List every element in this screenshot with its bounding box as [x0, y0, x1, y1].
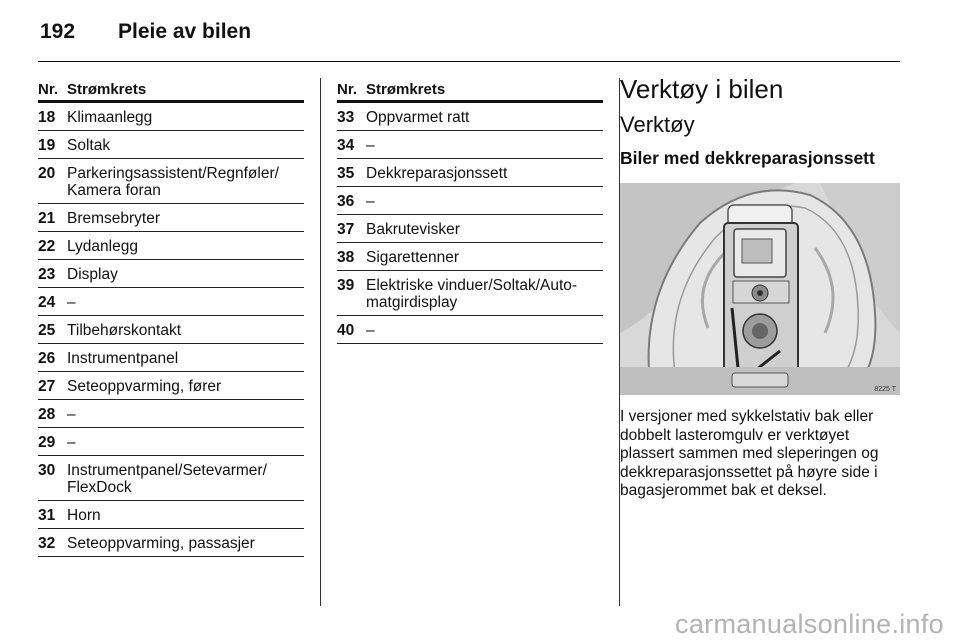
fuse-number: 31 [38, 507, 56, 524]
table-row [38, 372, 304, 400]
header-cell-nr: Nr. [38, 81, 59, 98]
table-row [38, 232, 304, 260]
table-row [38, 529, 304, 557]
fuse-number: 33 [337, 109, 355, 126]
fuse-circuit: – [67, 434, 76, 451]
fuse-circuit: Soltak [67, 137, 111, 154]
header-cell-nr: Nr. [337, 81, 358, 98]
fuse-number: 25 [38, 322, 56, 339]
fuse-circuit: – [366, 193, 375, 210]
fuse-table-left [38, 80, 304, 557]
header-cell-circuit: Strømkrets [366, 81, 446, 98]
table-row [38, 260, 304, 288]
fuse-number: 28 [38, 406, 56, 423]
watermark: carmanualsonline.info [675, 609, 944, 639]
fuse-number: 39 [337, 277, 355, 294]
figure-id-label: 8225 T [874, 386, 896, 393]
table-row [337, 243, 603, 271]
fuse-number: 35 [337, 165, 355, 182]
table-row [38, 159, 304, 204]
fuse-number: 24 [38, 294, 56, 311]
tire-repair-kit-figure [620, 183, 900, 395]
fuse-number: 40 [337, 322, 355, 339]
fuse-circuit: Tilbehørskontakt [67, 322, 181, 339]
fuse-circuit: – [67, 406, 76, 423]
fuse-circuit: Bremsebryter [67, 210, 161, 227]
fuse-number: 32 [38, 535, 56, 552]
table-row [38, 428, 304, 456]
fuse-number: 34 [337, 137, 355, 154]
table-header [38, 80, 304, 103]
fuse-circuit: – [366, 322, 375, 339]
table-row [38, 204, 304, 232]
fuse-number: 22 [38, 238, 56, 255]
fuse-circuit: Oppvarmet ratt [366, 109, 470, 126]
table-row [337, 103, 603, 131]
fuse-circuit: Seteoppvarming, passasjer [67, 535, 255, 552]
table-row [38, 456, 304, 501]
fuse-circuit: Display [67, 266, 118, 283]
section-body: I versjoner med sykkelstativ bak eller dobbelt lasteromgulv er verktøyet plassert sammen med sleperingen og dekkreparasjonssettet på høyre side i bagasjerommet bak et deksel. [620, 408, 879, 499]
fuse-circuit: Instrumentpanel [67, 350, 179, 367]
table-row [337, 187, 603, 215]
fuse-number: 23 [38, 266, 56, 283]
fuse-number: 38 [337, 249, 355, 266]
fuse-circuit: Bakrutevisker [366, 221, 460, 238]
fuse-circuit: – [366, 137, 375, 154]
trunk-illustration [620, 183, 900, 395]
fuse-circuit: Sigarettenner [366, 249, 460, 266]
header-rule [38, 61, 900, 62]
page-number: 192 [40, 20, 76, 43]
page-header [40, 20, 251, 44]
fuse-number: 29 [38, 434, 56, 451]
table-row [38, 131, 304, 159]
fuse-number: 30 [38, 462, 56, 479]
section-subtitle: Verktøy [620, 112, 695, 137]
table-row [38, 344, 304, 372]
fuse-number: 27 [38, 378, 56, 395]
tools-section [620, 74, 902, 501]
table-row [337, 316, 603, 344]
section-subsubtitle: Biler med dekkreparasjonssett [620, 148, 875, 168]
table-row [337, 159, 603, 187]
table-row [337, 271, 603, 316]
table-row [337, 131, 603, 159]
table-row [337, 215, 603, 243]
fuse-circuit: Lydanlegg [67, 238, 138, 255]
table-row [38, 288, 304, 316]
fuse-number: 19 [38, 137, 56, 154]
fuse-circuit: Instrumentpanel/Setevarmer/ FlexDock [67, 462, 267, 496]
fuse-table-right [337, 80, 603, 344]
fuse-circuit: Klimaanlegg [67, 109, 153, 126]
fuse-circuit: Elektriske vinduer/Soltak/Auto- matgirdisplay [366, 277, 578, 311]
fuse-circuit: Parkeringsassistent/Regnføler/ Kamera foran [67, 165, 279, 199]
fuse-circuit: – [67, 294, 76, 311]
section-title: Verktøy i bilen [620, 74, 784, 104]
fuse-number: 21 [38, 210, 56, 227]
table-row [38, 400, 304, 428]
header-cell-circuit: Strømkrets [67, 81, 147, 98]
fuse-number: 37 [337, 221, 355, 238]
fuse-number: 26 [38, 350, 56, 367]
table-row [38, 501, 304, 529]
column-divider-left [320, 78, 321, 606]
fuse-number: 20 [38, 165, 56, 182]
table-row [38, 316, 304, 344]
fuse-number: 36 [337, 193, 355, 210]
table-header [337, 80, 603, 103]
fuse-circuit: Horn [67, 507, 101, 524]
fuse-circuit: Dekkreparasjonssett [366, 165, 508, 182]
fuse-circuit: Seteoppvarming, fører [67, 378, 222, 395]
table-row [38, 103, 304, 131]
fuse-number: 18 [38, 109, 56, 126]
page-title: Pleie av bilen [118, 20, 252, 43]
